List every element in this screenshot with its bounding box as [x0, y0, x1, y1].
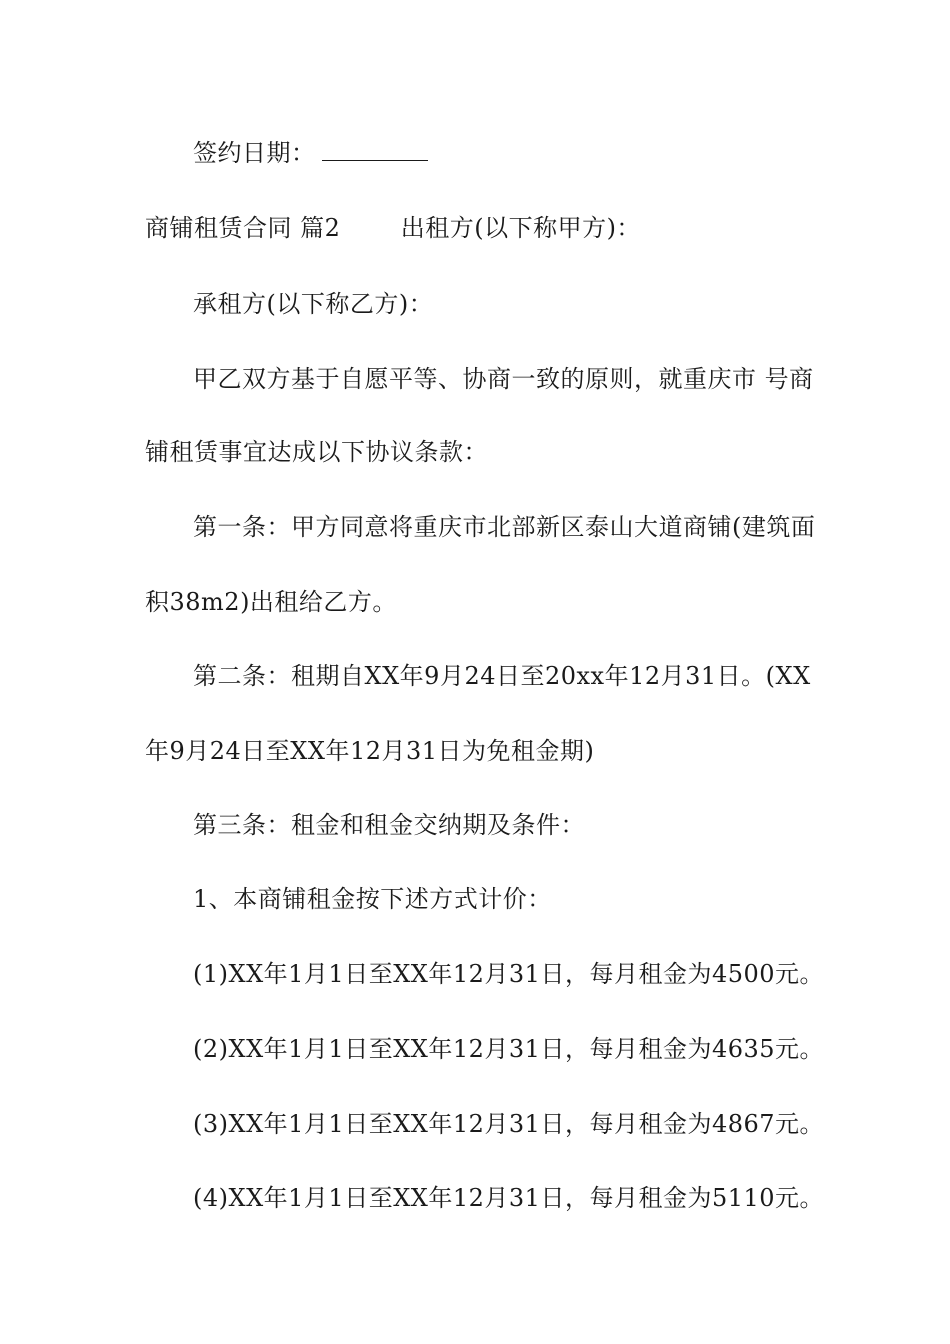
contract-heading	[145, 212, 810, 244]
article2-line-2: 年9月24日至XX年12月31日为免租金期)	[145, 737, 595, 765]
signature-date-line	[193, 137, 810, 169]
contract-part: 篇2	[300, 214, 341, 242]
lessee-label: 承租方(以下称乙方)：	[193, 290, 434, 318]
intro-line-2: 铺租赁事宜达成以下协议条款：	[145, 438, 488, 466]
article1-line-1: 第一条：甲方同意将重庆市北部新区泰山大道商铺(建筑面	[193, 513, 816, 541]
lessor-label: 出租方(以下称甲方)：	[400, 214, 641, 242]
signature-date-blank	[322, 140, 428, 161]
contract-title: 商铺租赁合同	[145, 214, 292, 242]
rent-item-1: (1)XX年1月1日至XX年12月31日，每月租金为4500元。	[193, 960, 825, 988]
article2-line-1: 第二条：租期自XX年9月24日至20xx年12月31日。(XX	[193, 662, 811, 690]
rent-item-4: (4)XX年1月1日至XX年12月31日，每月租金为5110元。	[193, 1184, 825, 1212]
pricing-intro: 1、本商铺租金按下述方式计价：	[193, 885, 552, 913]
rent-item-3: (3)XX年1月1日至XX年12月31日，每月租金为4867元。	[193, 1110, 825, 1138]
article3-heading: 第三条：租金和租金交纳期及条件：	[193, 811, 585, 839]
signature-date-label: 签约日期：	[193, 139, 316, 167]
rent-item-2: (2)XX年1月1日至XX年12月31日，每月租金为4635元。	[193, 1035, 825, 1063]
intro-line-1: 甲乙双方基于自愿平等、协商一致的原则，就重庆市 号商	[193, 365, 814, 393]
article1-line-2: 积38m2)出租给乙方。	[145, 588, 397, 616]
